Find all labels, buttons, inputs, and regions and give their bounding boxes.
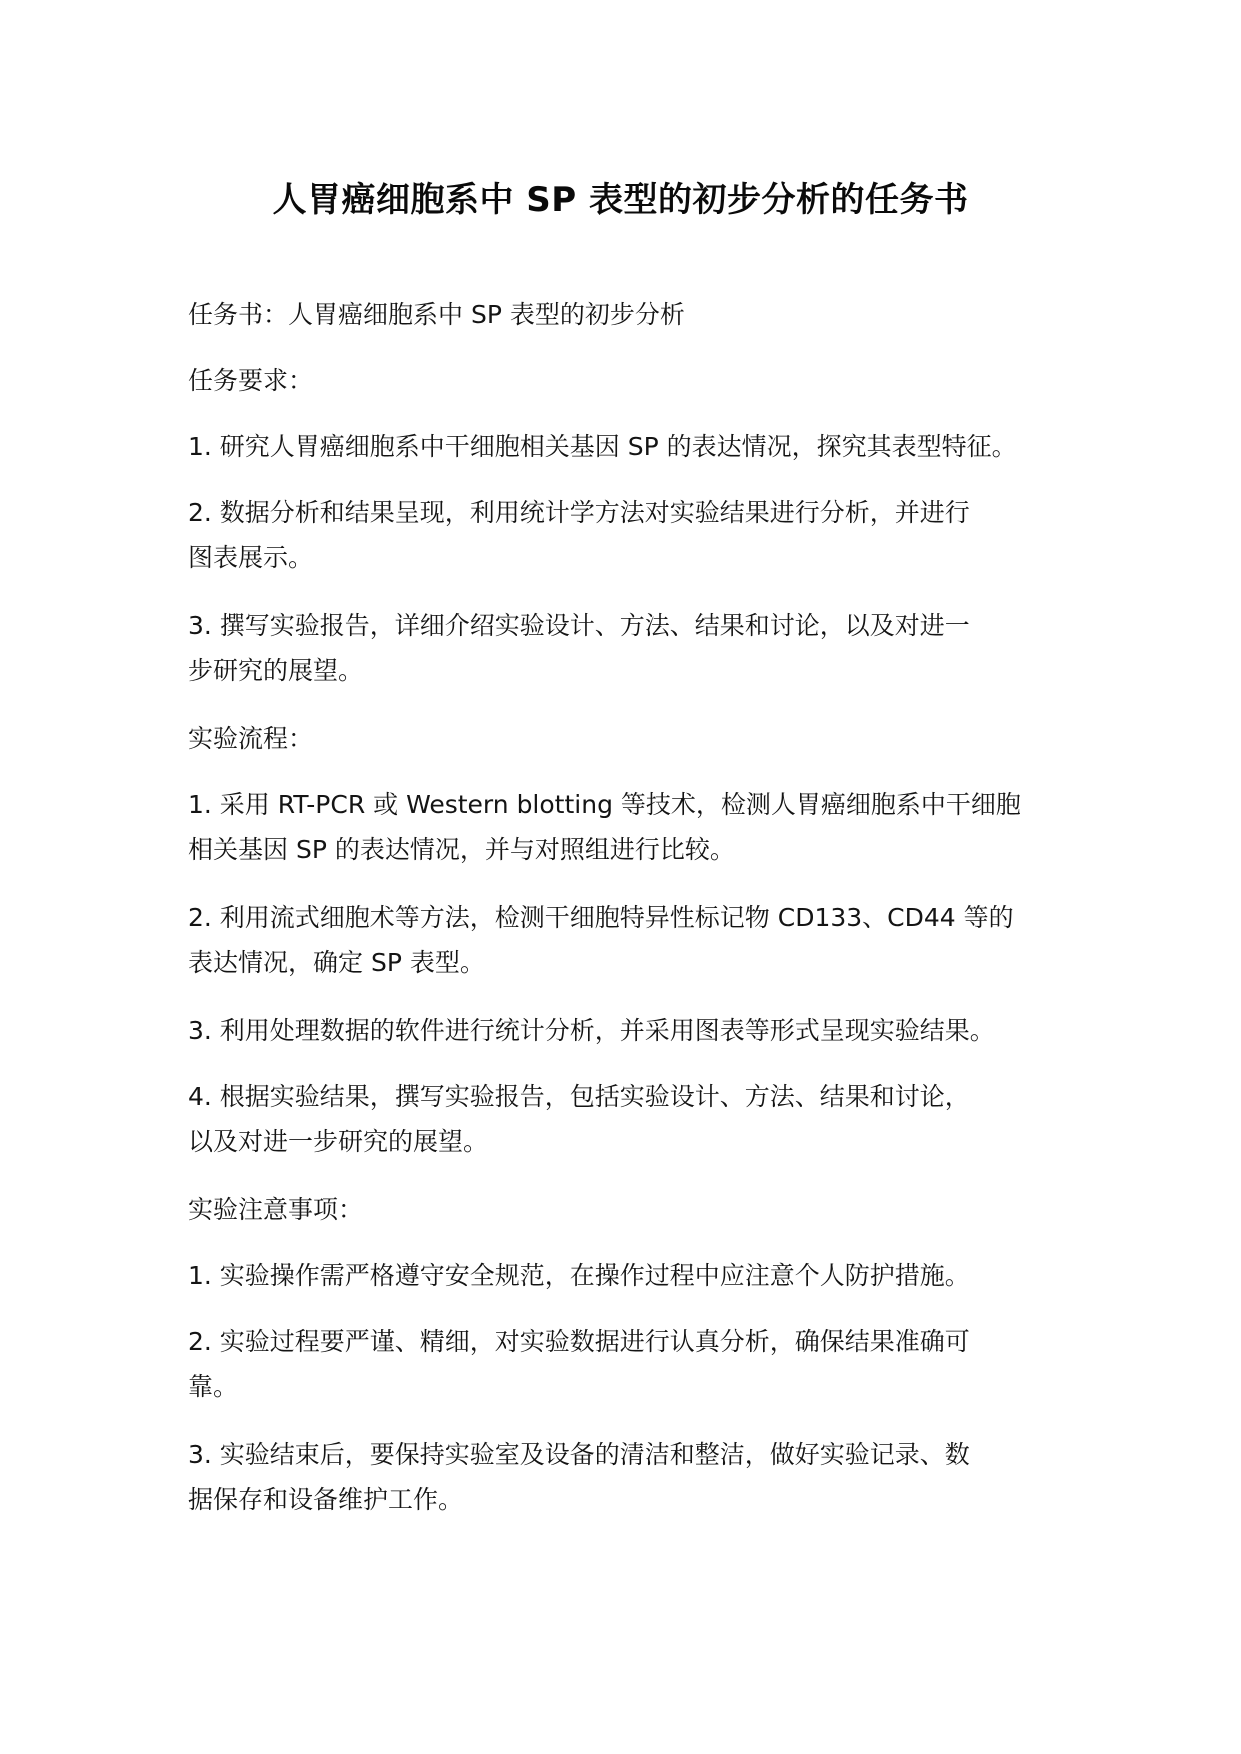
requirement-item-1: 1. 研究人胃癌细胞系中干细胞相关基因 SP 的表达情况，探究其表型特征。 bbox=[188, 432, 1017, 461]
precaution-item-3-line-2: 据保存和设备维护工作。 bbox=[188, 1485, 464, 1514]
requirement-item-2-line-2: 图表展示。 bbox=[188, 543, 314, 572]
precautions-heading: 实验注意事项： bbox=[188, 1195, 364, 1224]
requirements-heading: 任务要求： bbox=[188, 366, 314, 395]
procedure-item-4-line-1: 4. 根据实验结果，撰写实验报告，包括实验设计、方法、结果和讨论， bbox=[188, 1082, 970, 1111]
precaution-item-1: 1. 实验操作需严格遵守安全规范，在操作过程中应注意个人防护措施。 bbox=[188, 1261, 970, 1290]
precaution-item-2-line-2: 靠。 bbox=[188, 1372, 239, 1401]
procedure-item-2-line-1: 2. 利用流式细胞术等方法，检测干细胞特异性标记物 CD133、CD44 等的 bbox=[188, 903, 1014, 932]
procedure-item-1-line-2: 相关基因 SP 的表达情况，并与对照组进行比较。 bbox=[188, 835, 735, 864]
document-title: 人胃癌细胞系中 SP 表型的初步分析的任务书 bbox=[272, 180, 969, 220]
requirement-item-3-line-2: 步研究的展望。 bbox=[188, 656, 364, 685]
procedure-heading: 实验流程： bbox=[188, 724, 314, 753]
procedure-item-4-line-2: 以及对进一步研究的展望。 bbox=[188, 1127, 489, 1156]
precaution-item-3-line-1: 3. 实验结束后，要保持实验室及设备的清洁和整洁，做好实验记录、数 bbox=[188, 1440, 970, 1469]
requirement-item-3-line-1: 3. 撰写实验报告，详细介绍实验设计、方法、结果和讨论，以及对进一 bbox=[188, 611, 970, 640]
procedure-item-1-line-1: 1. 采用 RT-PCR 或 Western blotting 等技术，检测人胃癌细胞系中干细胞 bbox=[188, 790, 1021, 819]
procedure-item-3: 3. 利用处理数据的软件进行统计分析，并采用图表等形式呈现实验结果。 bbox=[188, 1016, 995, 1045]
requirement-item-2-line-1: 2. 数据分析和结果呈现，利用统计学方法对实验结果进行分析，并进行 bbox=[188, 498, 970, 527]
procedure-item-2-line-2: 表达情况，确定 SP 表型。 bbox=[188, 948, 485, 977]
precaution-item-2-line-1: 2. 实验过程要严谨、精细，对实验数据进行认真分析，确保结果准确可 bbox=[188, 1327, 970, 1356]
task-heading-line: 任务书：人胃癌细胞系中 SP 表型的初步分析 bbox=[188, 300, 685, 329]
